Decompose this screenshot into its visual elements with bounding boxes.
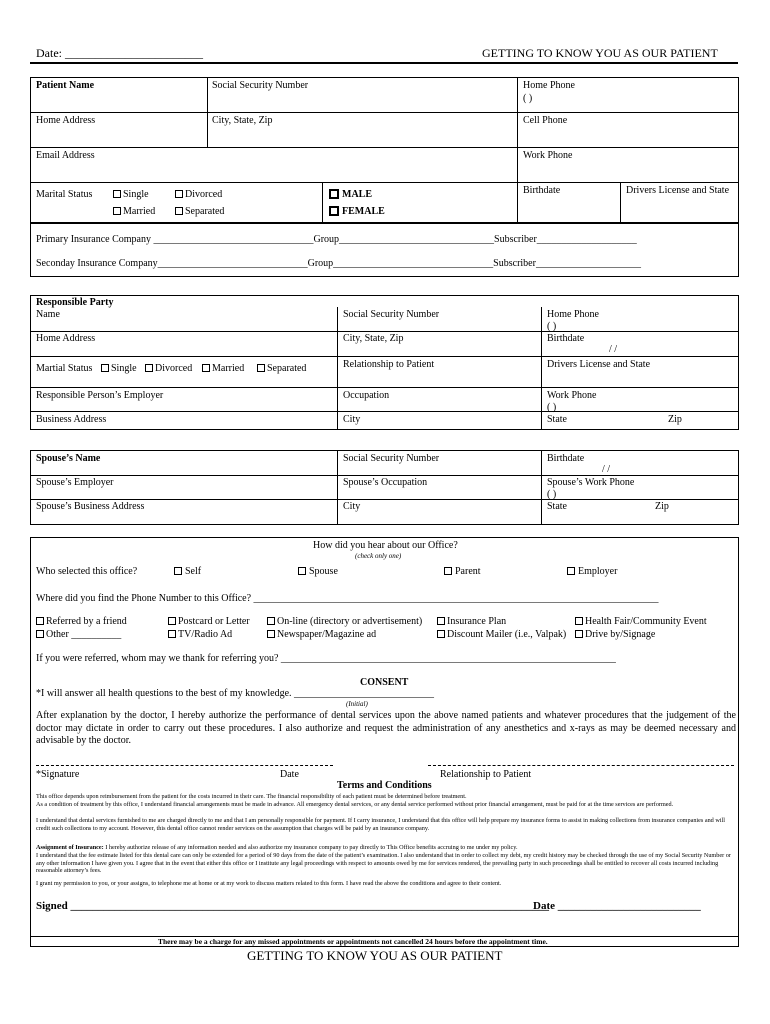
- drivers-license-field[interactable]: Drivers License and State: [626, 185, 730, 196]
- home-phone-paren: ( ): [523, 93, 533, 104]
- responsible-state-field[interactable]: State: [547, 414, 567, 425]
- checkbox-icon: [113, 190, 121, 198]
- checkbox-icon: [567, 567, 575, 575]
- check-only-note: (check only one): [355, 552, 402, 560]
- divider: [541, 450, 542, 525]
- other-checkbox[interactable]: Other __________: [36, 629, 121, 641]
- spouse-work-phone-paren: ( ): [547, 489, 557, 500]
- checkbox-icon: [444, 567, 452, 575]
- ssn-field[interactable]: Social Security Number: [212, 80, 309, 91]
- checkbox-icon: [174, 567, 182, 575]
- responsible-single-checkbox[interactable]: Single: [101, 363, 137, 375]
- postcard-checkbox[interactable]: Postcard or Letter: [168, 616, 250, 628]
- spouse-work-phone-field[interactable]: Spouse’s Work Phone: [547, 477, 635, 488]
- checkbox-icon: [202, 364, 210, 372]
- responsible-home-address-field[interactable]: Home Address: [36, 333, 96, 344]
- consent-paragraph: After explanation by the doctor, I hereby authorize the performance of dental services upon the above named patients and whatever procedures that the judgement of the doctor may dictate in order to carry out these procedures. I also authorize and request the administration of any anesthetics and x-rays as may be deemed necessary and advisable by the doctor.: [36, 710, 736, 746]
- married-checkbox[interactable]: Married: [113, 206, 155, 218]
- signed-field[interactable]: Signed _______________________________________________________________________________________: [36, 900, 550, 912]
- divider: [337, 450, 338, 525]
- responsible-home-phone-paren: ( ): [547, 321, 557, 332]
- divider: [337, 307, 338, 430]
- signature-label: *Signature: [36, 769, 80, 780]
- initial-note: (Initial): [346, 700, 368, 708]
- responsible-birthdate-field[interactable]: Birthdate: [547, 333, 585, 344]
- referrer-thank-field[interactable]: If you were referred, whom may we thank for referring you? ___________________________________________________________________: [36, 653, 616, 664]
- patient-section: [30, 77, 739, 223]
- divider: [30, 411, 739, 412]
- consent-title: CONSENT: [360, 677, 409, 688]
- spouse-birthdate-slashes: / /: [602, 464, 611, 475]
- responsible-name-field[interactable]: Name: [36, 309, 60, 320]
- checkbox-icon: [298, 567, 306, 575]
- terms-p1: This office depends upon reimbursement from the patient for the costs incurred in their care. The financial responsibility of each patient must be determined before treatment.: [36, 793, 467, 800]
- responsible-divorced-checkbox[interactable]: Divorced: [145, 363, 192, 375]
- checkbox-icon: [329, 206, 339, 216]
- terms-p4: I understand that the fee estimate listed for this dental care can only be extended for a period of 90 days from the date of the patient’s examination. I also understand that in order to collect my debt, my credit history may be checked through the use of my Social Security Number or any other information I have given you. I agree that in the event that either this office or I institute any legal proceedings with respect to amounts owed by me for services rendered, the prevailing party in such proceedings shall be entitled to recover all costs incurred including reasonable attorney’s fees.: [36, 852, 731, 875]
- responsible-relationship-field[interactable]: Relationship to Patient: [343, 359, 435, 370]
- divider: [30, 475, 739, 476]
- checkbox-icon: [113, 207, 121, 215]
- spouse-business-address-field[interactable]: Spouse’s Business Address: [36, 501, 145, 512]
- checkbox-icon: [145, 364, 153, 372]
- header-rule: [30, 62, 738, 64]
- relationship-label: Relationship to Patient: [440, 769, 532, 780]
- checkbox-icon: [575, 617, 583, 625]
- terms-title: Terms and Conditions: [337, 780, 432, 791]
- date-label: Date: _______________________: [36, 46, 203, 60]
- spouse-checkbox[interactable]: Spouse: [298, 566, 338, 578]
- patient-name-field[interactable]: Patient Name: [36, 80, 95, 91]
- checkbox-icon: [101, 364, 109, 372]
- home-phone-field[interactable]: Home Phone: [523, 80, 575, 91]
- signature-line[interactable]: [36, 765, 333, 766]
- birthdate-field[interactable]: Birthdate: [523, 185, 561, 196]
- responsible-employer-field[interactable]: Responsible Person’s Employer: [36, 390, 164, 401]
- self-checkbox[interactable]: Self: [174, 566, 201, 578]
- separated-checkbox[interactable]: Separated: [175, 206, 224, 218]
- checkbox-icon: [437, 630, 445, 638]
- home-address-field[interactable]: Home Address: [36, 115, 96, 126]
- responsible-business-address-field[interactable]: Business Address: [36, 414, 107, 425]
- referred-friend-checkbox[interactable]: Referred by a friend: [36, 616, 127, 628]
- checkbox-icon: [267, 617, 275, 625]
- spouse-occupation-field[interactable]: Spouse’s Occupation: [343, 477, 428, 488]
- who-selected-label: Who selected this office?: [36, 566, 138, 577]
- email-field[interactable]: Email Address: [36, 150, 95, 161]
- terms-p5: I grant my permission to you, or your assigns, to telephone me at home or at my work to discuss matters related to this form. I have read the above the conditions and agree to their content.: [36, 880, 502, 887]
- health-questions-initial-field[interactable]: *I will answer all health questions to the best of my knowledge. ____________________________: [36, 688, 435, 699]
- divorced-checkbox[interactable]: Divorced: [175, 189, 222, 201]
- employer-checkbox[interactable]: Employer: [567, 566, 617, 578]
- responsible-party-title: Responsible Party: [36, 297, 114, 308]
- checkbox-icon: [575, 630, 583, 638]
- checkbox-icon: [36, 617, 44, 625]
- female-checkbox[interactable]: FEMALE: [329, 206, 385, 218]
- responsible-separated-checkbox[interactable]: Separated: [257, 363, 306, 375]
- responsible-occupation-field[interactable]: Occupation: [343, 390, 390, 401]
- spouse-state-field[interactable]: State: [547, 501, 567, 512]
- responsible-work-phone-paren: ( ): [547, 402, 557, 413]
- page-title: GETTING TO KNOW YOU AS OUR PATIENT: [482, 46, 718, 60]
- responsible-marital-label: Martial Status: [36, 363, 93, 374]
- divider: [30, 112, 739, 113]
- divider: [30, 387, 739, 388]
- insurance-plan-checkbox[interactable]: Insurance Plan: [437, 616, 506, 628]
- spouse-name-field[interactable]: Spouse’s Name: [36, 453, 101, 464]
- responsible-birthdate-slashes: / /: [609, 344, 618, 355]
- relationship-line[interactable]: [428, 765, 734, 766]
- divider: [322, 182, 323, 223]
- terms-p2: As a condition of treatment by this office, I understand financial arrangements must be made in advance. All emergency dental services, or any dental service performed without prior financial arrangement, must be paid for at the time services are performed.: [36, 801, 674, 808]
- city-state-zip-field[interactable]: City, State, Zip: [212, 115, 273, 126]
- divider: [517, 77, 518, 223]
- checkbox-icon: [175, 207, 183, 215]
- checkbox-icon: [329, 189, 339, 199]
- responsible-married-checkbox[interactable]: Married: [202, 363, 244, 375]
- divider: [541, 307, 542, 430]
- checkbox-icon: [175, 190, 183, 198]
- checkbox-icon: [36, 630, 44, 638]
- spouse-employer-field[interactable]: Spouse’s Employer: [36, 477, 114, 488]
- tv-radio-checkbox[interactable]: TV/Radio Ad: [168, 629, 232, 641]
- newspaper-checkbox[interactable]: Newspaper/Magazine ad: [267, 629, 376, 641]
- health-fair-checkbox[interactable]: Health Fair/Community Event: [575, 616, 707, 628]
- terms-p3: I understand that dental services furnished to me are charged directly to me and that I am personally responsible for payment. If I carry insurance, I understand that this office will help prepare my insurance forms to assist in making collections from insurance companies and will credit such collections to my account. However, this dental office cannot render services on the assumption that charges will be paid by an insurance company.: [36, 817, 725, 832]
- divider: [207, 77, 208, 112]
- divider: [207, 112, 208, 147]
- male-checkbox[interactable]: MALE: [329, 189, 372, 201]
- drive-by-checkbox[interactable]: Drive by/Signage: [575, 629, 655, 641]
- divider: [30, 182, 739, 183]
- online-checkbox[interactable]: On-line (directory or advertisement): [267, 616, 422, 628]
- missed-appointment-note: There may be a charge for any missed appointments or appointments not cancelled 24 hours before the appointment time.: [158, 937, 548, 946]
- footer-title: GETTING TO KNOW YOU AS OUR PATIENT: [247, 948, 503, 963]
- responsible-zip-field[interactable]: Zip: [668, 414, 682, 425]
- phone-number-source-field[interactable]: Where did you find the Phone Number to this Office? _________________________________________________________________________________: [36, 593, 659, 604]
- spouse-ssn-field[interactable]: Social Security Number: [343, 453, 440, 464]
- signed-date-field[interactable]: Date __________________________: [533, 900, 701, 912]
- divider: [30, 147, 739, 148]
- spouse-city-field[interactable]: City: [343, 501, 361, 512]
- date-label-consent: Date: [280, 769, 299, 780]
- responsible-work-phone-field[interactable]: Work Phone: [547, 390, 597, 401]
- secondary-insurance-field[interactable]: Seconday Insurance Company______________________________Group________________________________Subscriber_____________________: [36, 258, 641, 269]
- cell-phone-field[interactable]: Cell Phone: [523, 115, 568, 126]
- checkbox-icon: [267, 630, 275, 638]
- checkbox-icon: [168, 617, 176, 625]
- terms-assignment: Assignment of Insurance: I hereby authorize release of any information needed and also authorize my insurance company to pay directly to This Office benefits accruing to me under my policy.: [36, 844, 518, 851]
- parent-checkbox[interactable]: Parent: [444, 566, 481, 578]
- responsible-city-field[interactable]: City: [343, 414, 361, 425]
- checkbox-icon: [168, 630, 176, 638]
- divider: [620, 182, 621, 223]
- responsible-home-phone-field[interactable]: Home Phone: [547, 309, 599, 320]
- marital-status-label: Marital Status: [36, 189, 93, 200]
- divider: [30, 356, 739, 357]
- single-checkbox[interactable]: Single: [113, 189, 149, 201]
- divider: [30, 331, 739, 332]
- work-phone-field[interactable]: Work Phone: [523, 150, 573, 161]
- divider: [30, 499, 739, 500]
- discount-mailer-checkbox[interactable]: Discount Mailer (i.e., Valpak): [437, 629, 566, 641]
- checkbox-icon: [437, 617, 445, 625]
- primary-insurance-field[interactable]: Primary Insurance Company ________________________________Group_______________________________Subscriber____________________: [36, 234, 637, 245]
- responsible-ssn-field[interactable]: Social Security Number: [343, 309, 440, 320]
- responsible-city-state-zip-field[interactable]: City, State, Zip: [343, 333, 404, 344]
- spouse-birthdate-field[interactable]: Birthdate: [547, 453, 585, 464]
- referral-question: How did you hear about our Office?: [313, 540, 458, 551]
- responsible-drivers-license-field[interactable]: Drivers License and State: [547, 359, 651, 370]
- checkbox-icon: [257, 364, 265, 372]
- spouse-zip-field[interactable]: Zip: [655, 501, 669, 512]
